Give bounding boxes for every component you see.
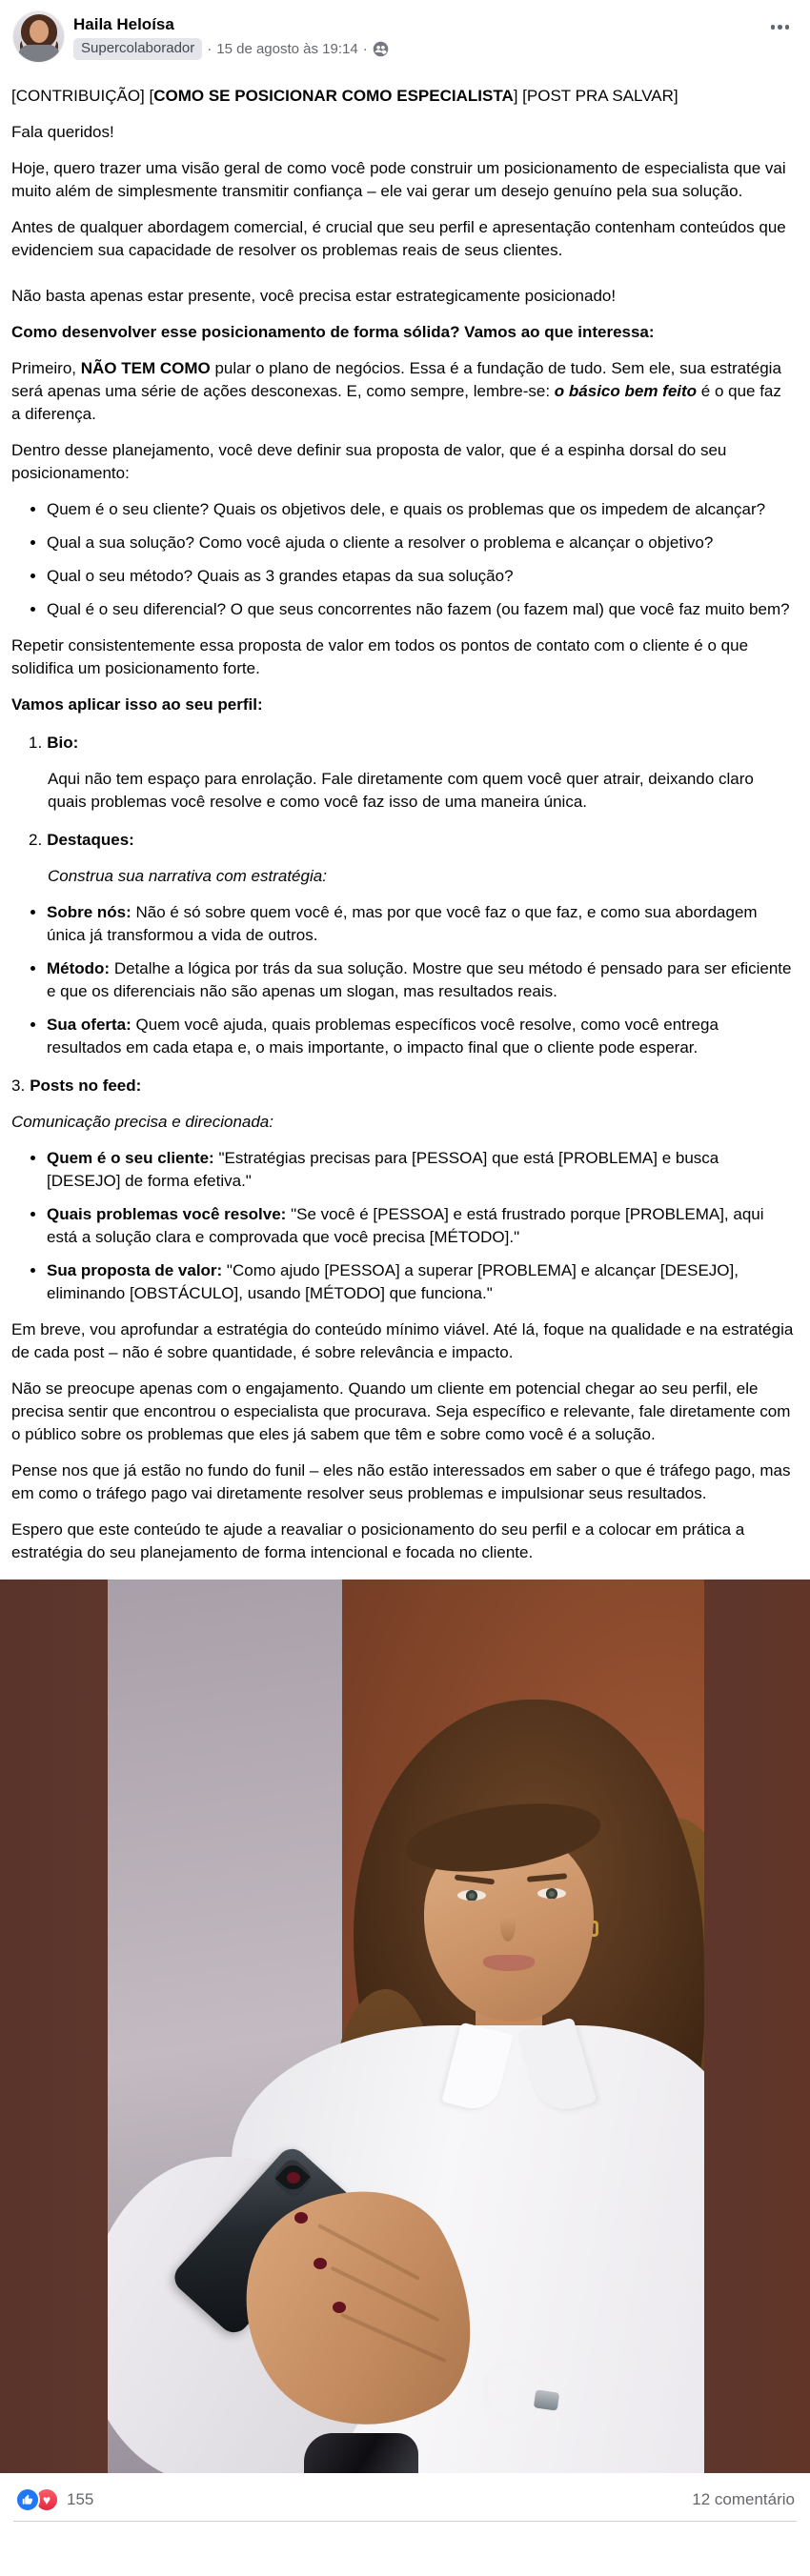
heading-how: Como desenvolver esse posicionamento de forma sólida? Vamos ao que interessa: xyxy=(11,323,655,341)
photo-brow xyxy=(455,1874,495,1884)
first-bold-italic: o básico bem feito xyxy=(554,382,698,400)
post-body xyxy=(0,64,810,1580)
bullet-title: Sua proposta de valor: xyxy=(47,1261,223,1279)
bullet-title: Sobre nós: xyxy=(47,903,132,921)
photo-bracelet-clasp xyxy=(534,2389,559,2410)
profile-item-destaques xyxy=(11,829,795,852)
photo-skirt xyxy=(304,2433,418,2473)
bullet-title: Sua oferta: xyxy=(47,1016,132,1034)
footer-divider xyxy=(13,2521,797,2522)
first-pre: Primeiro, xyxy=(11,359,81,377)
bullet-text: Detalhe a lógica por trás da sua solução. Mostre que seu método é pensado para ser eficiente e que os diferenciais não são apenas um slogan, mas resultados reais. xyxy=(47,959,792,1000)
tagline-post: ] [POST PRA SALVAR] xyxy=(513,87,678,105)
post-tagline xyxy=(11,85,795,108)
contributor-badge: Supercolaborador xyxy=(73,38,202,60)
paragraph-first xyxy=(11,357,795,426)
paragraph-engagement: Não se preocupe apenas com o engajamento. Quando um cliente em potencial chegar ao seu perfil, ele precisa sentir que encontrou o especialista que procurava. Seja específico e relevante, fale diretamente com o público sobre os problemas que eles já sabem que têm e sobre como você é a solução. xyxy=(11,1379,791,1443)
comments-count[interactable]: 12 comentário xyxy=(692,2490,795,2508)
group-privacy-icon xyxy=(373,41,389,57)
tagline-pre: [CONTRIBUIÇÃO] [ xyxy=(11,87,154,105)
item-title: Bio: xyxy=(47,734,79,752)
feed-item-heading xyxy=(11,1075,795,1097)
photo-lips xyxy=(483,1955,535,1971)
reactions-summary[interactable] xyxy=(15,2487,93,2512)
list-item: • Quem é o seu cliente? Quais os objetivos dele, e quais os problemas que os impedem de alcançar? xyxy=(47,498,795,521)
list-item xyxy=(47,957,795,1003)
photo-iris xyxy=(466,1890,477,1901)
item-number: 3. xyxy=(11,1077,26,1095)
first-end: é o que faz a diferença. xyxy=(11,382,781,423)
header-info xyxy=(73,11,389,62)
paragraph-planning: Dentro desse planejamento, você deve definir sua proposta de valor, que é a espinha dorsal do seu posicionamento: xyxy=(11,441,727,482)
timestamp[interactable]: 15 de agosto às 19:14 xyxy=(216,40,358,57)
avatar[interactable] xyxy=(13,11,64,62)
photo-nail xyxy=(333,2302,346,2313)
first-mid: pular o plano de negócios. Essa é a fundação de tudo. Sem ele, sua estratégia será apenas uma série de ações desconexas. E, como sempre, lembre-se: xyxy=(11,359,781,400)
feed-item-subtitle: Comunicação precisa e direcionada: xyxy=(11,1113,273,1131)
post-header xyxy=(0,0,810,64)
list-item xyxy=(47,1203,795,1249)
bullet-title: Método: xyxy=(47,959,111,977)
paragraph-hope: Espero que este conteúdo te ajude a reavaliar o posicionamento do seu perfil e a colocar em prática a estratégia do seu planejamento de forma intencional e focada no cliente. xyxy=(11,1520,745,1561)
more-horizontal-icon xyxy=(778,25,782,30)
photo-nail xyxy=(314,2258,327,2269)
post-image[interactable] xyxy=(0,1580,810,2473)
photo-stage xyxy=(108,1580,704,2473)
profile-item-bio xyxy=(11,732,795,755)
photo-nail xyxy=(287,2172,300,2184)
profile-item-bio-desc: Aqui não tem espaço para enrolação. Fale diretamente com quem você quer atrair, deixando claro quais problemas você resolve e como você faz isso de uma maneira única. xyxy=(48,770,754,811)
paragraph-soon: Em breve, vou aprofundar a estratégia do conteúdo mínimo viável. Até lá, foque na qualidade e na estratégia de cada post – não é sobre quantidade, é sobre relevância e impacto. xyxy=(11,1320,794,1361)
photo-eye xyxy=(537,1888,566,1899)
paragraph-intro: Hoje, quero trazer uma visão geral de como você pode construir um posicionamento de especialista que vai muito além de simplesmente transmitir confiança – ele vai gerar um desejo genuíno pela sua solução. xyxy=(11,159,786,200)
paragraph-greeting: Fala queridos! xyxy=(11,123,114,141)
reactions-count: 155 xyxy=(67,2490,94,2508)
thumbs-up-icon xyxy=(15,2487,40,2512)
first-bold: NÃO TEM COMO xyxy=(80,359,211,377)
heart-glyph: ♥ xyxy=(42,2492,51,2507)
tagline-bold: COMO SE POSICIONAR COMO ESPECIALISTA xyxy=(153,87,514,105)
reaction-icons xyxy=(15,2487,59,2512)
post-options-button[interactable] xyxy=(765,15,796,39)
avatar-body-art xyxy=(18,45,60,62)
list-item xyxy=(47,901,795,947)
paragraph-repeat: Repetir consistentemente essa proposta de valor em todos os pontos de contato com o cliente é o que solidifica um posicionamento forte. xyxy=(11,636,749,677)
paragraph-before: Antes de qualquer abordagem comercial, é crucial que seu perfil e apresentação contenham conteúdos que evidenciem sua capacidade de resolver os problemas reais de seus clientes. xyxy=(11,218,786,259)
item-title: Destaques: xyxy=(47,831,134,849)
paragraph-funnel: Pense nos que já estão no fundo do funil – eles não estão interessados em saber o que é tráfego pago, mas em como o tráfego pago vai diretamente resolver seus problemas e impulsionar seus resultados. xyxy=(11,1461,791,1502)
item-title: Posts no feed: xyxy=(30,1077,142,1095)
list-item: • Qual o seu método? Quais as 3 grandes etapas da sua solução? xyxy=(47,565,795,588)
bullet-title: Quem é o seu cliente: xyxy=(47,1149,214,1167)
feed-list xyxy=(11,1147,795,1305)
photo-brow xyxy=(527,1873,567,1882)
list-item: • Qual a sua solução? Como você ajuda o cliente a resolver o problema e alcançar o objetivo? xyxy=(47,532,795,554)
highlights-list xyxy=(11,901,795,1059)
meta-separator: · xyxy=(362,40,368,57)
bullet-text: Quem você ajuda, quais problemas específicos você resolve, como você entrega resultados em cada etapa e, o mais importante, o impacto final que o cliente pode esperar. xyxy=(47,1016,719,1057)
list-item xyxy=(47,1259,795,1305)
more-horizontal-icon xyxy=(771,25,776,30)
bullet-text: "Se você é [PESSOA] e está frustrado porque [PROBLEMA], aqui está a solução clara e comprovada que você precisa [MÉTODO]." xyxy=(47,1205,764,1246)
bullet-text: "Estratégias precisas para [PESSOA] que está [PROBLEMA] e busca [DESEJO] de forma efetiva." xyxy=(47,1149,719,1190)
paragraph-notenough: Não basta apenas estar presente, você precisa estar estrategicamente posicionado! xyxy=(11,287,617,305)
author-name[interactable]: Haila Heloísa xyxy=(73,15,174,33)
bullet-text: "Como ajudo [PESSOA] a superar [PROBLEMA] e alcançar [DESEJO], eliminando [OBSTÁCULO], usando [MÉTODO] que funciona." xyxy=(47,1261,739,1302)
value-proposition-list xyxy=(11,498,795,621)
item-number: 1. xyxy=(29,734,43,752)
list-item: • Qual é o seu diferencial? O que seus concorrentes não fazem (ou fazem mal) que você faz muito bem? xyxy=(47,598,795,621)
meta-separator: · xyxy=(207,40,213,57)
list-item xyxy=(47,1147,795,1193)
photo-eye xyxy=(457,1890,486,1901)
more-horizontal-icon xyxy=(785,25,790,30)
item-number: 2. xyxy=(29,831,43,849)
post-meta xyxy=(73,38,389,60)
post-footer xyxy=(0,2473,810,2526)
list-item xyxy=(47,1014,795,1059)
bullet-text: Não é só sobre quem você é, mas por que você faz o que faz, e como sua abordagem única já transformou a vida de outros. xyxy=(47,903,758,944)
photo-nail xyxy=(294,2212,308,2224)
profile-item-destaques-desc: Construa sua narrativa com estratégia: xyxy=(48,867,327,885)
photo-iris xyxy=(546,1888,557,1899)
heading-apply: Vamos aplicar isso ao seu perfil: xyxy=(11,695,263,714)
bullet-title: Quais problemas você resolve: xyxy=(47,1205,287,1223)
photo-nose xyxy=(500,1907,516,1942)
